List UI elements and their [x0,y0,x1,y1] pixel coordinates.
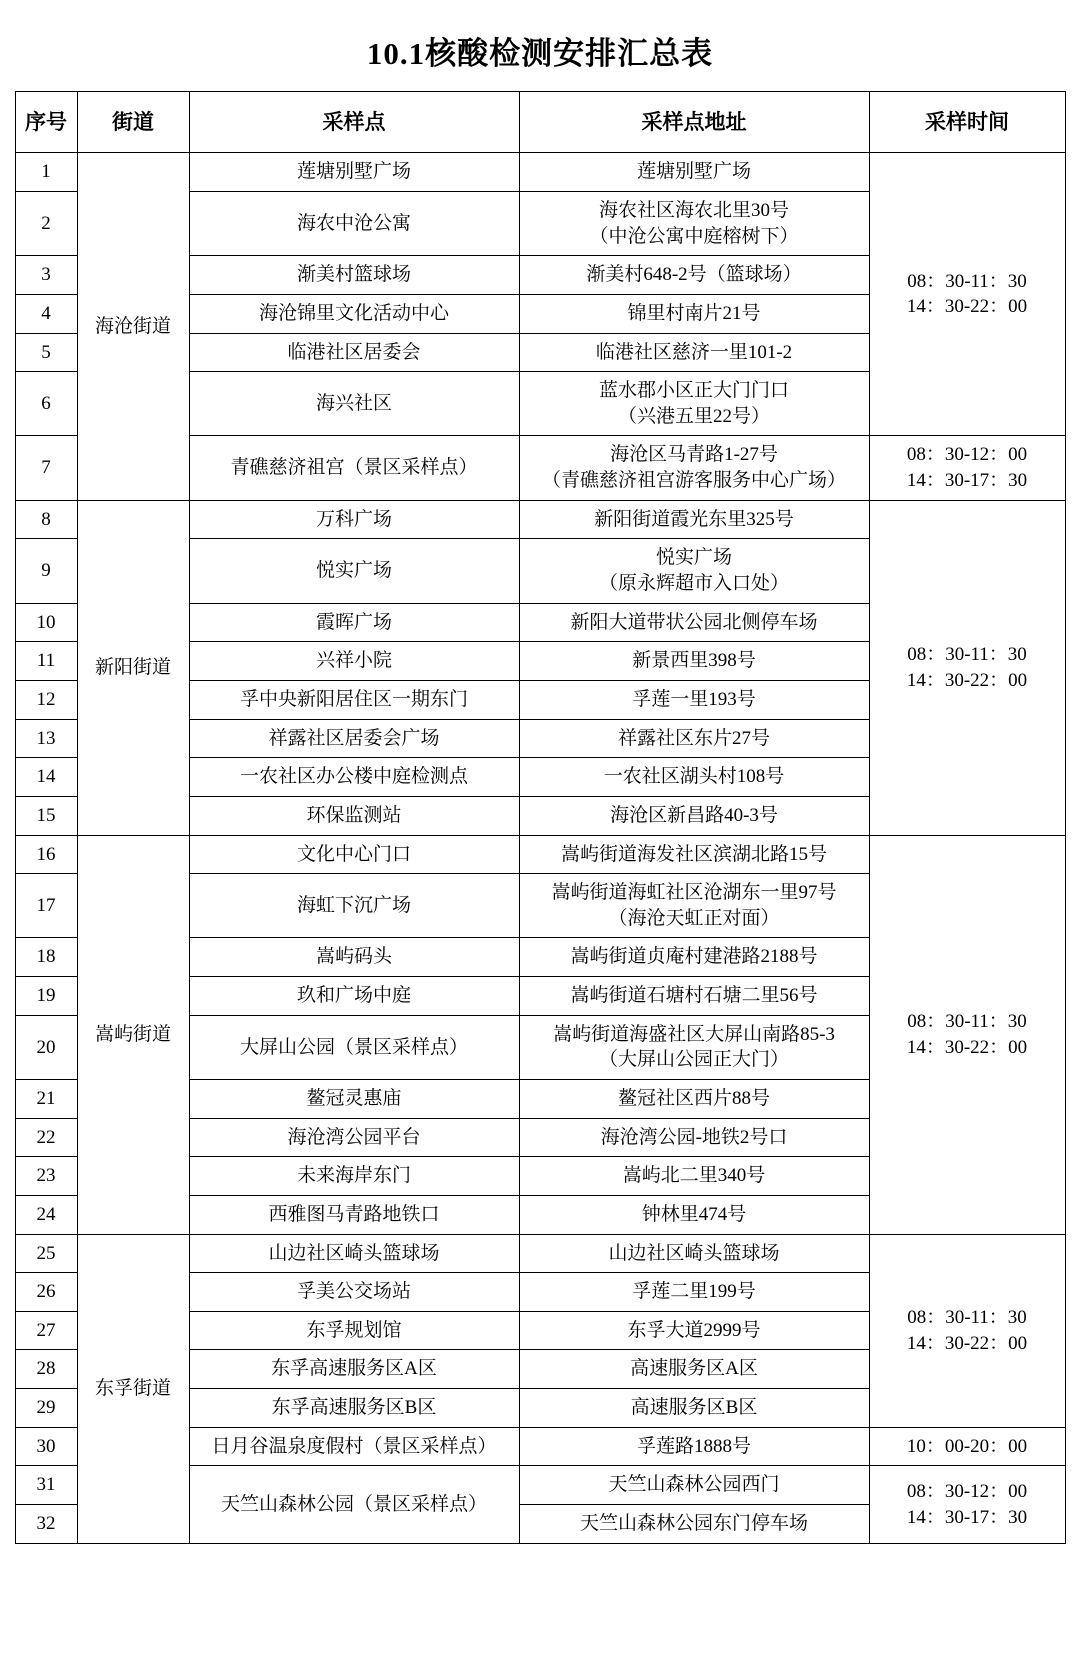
cell-address: 蓝水郡小区正大门门口 （兴港五里22号） [519,372,869,436]
cell-site: 东孚规划馆 [189,1311,519,1350]
cell-index: 2 [15,191,77,255]
cell-address: 莲塘别墅广场 [519,153,869,192]
cell-site: 嵩屿码头 [189,938,519,977]
cell-address: 嵩屿街道海盛社区大屏山南路85-3 （大屏山公园正大门） [519,1015,869,1079]
cell-address: 天竺山森林公园东门停车场 [519,1505,869,1544]
cell-index: 12 [15,680,77,719]
table-row [15,1234,1065,1273]
cell-index: 3 [15,256,77,295]
cell-index: 23 [15,1157,77,1196]
cell-index: 7 [15,436,77,500]
cell-site: 未来海岸东门 [189,1157,519,1196]
cell-index: 24 [15,1195,77,1234]
cell-address: 嵩屿街道贞庵村建港路2188号 [519,938,869,977]
cell-time: 08：30-11：30 14：30-22：00 [869,835,1065,1234]
cell-site: 莲塘别墅广场 [189,153,519,192]
cell-address: 渐美村648-2号（篮球场） [519,256,869,295]
cell-address: 一农社区湖头村108号 [519,758,869,797]
cell-address: 海沧区马青路1-27号 （青礁慈济祖宫游客服务中心广场） [519,436,869,500]
cell-index: 26 [15,1273,77,1312]
cell-index: 1 [15,153,77,192]
cell-site: 玖和广场中庭 [189,977,519,1016]
cell-address: 孚莲一里193号 [519,680,869,719]
cell-index: 9 [15,539,77,603]
page-title: 10.1核酸检测安排汇总表 [366,36,714,71]
table-row [15,500,1065,539]
cell-address: 海沧湾公园-地铁2号口 [519,1118,869,1157]
cell-address: 高速服务区A区 [519,1350,869,1389]
cell-address: 孚莲二里199号 [519,1273,869,1312]
cell-address: 高速服务区B区 [519,1389,869,1428]
cell-site: 孚中央新阳居住区一期东门 [189,680,519,719]
cell-time: 10：00-20：00 [869,1427,1065,1466]
testing-schedule-table [15,91,1066,1544]
cell-site: 山边社区崎头篮球场 [189,1234,519,1273]
cell-index: 20 [15,1015,77,1079]
cell-index: 4 [15,294,77,333]
cell-time: 08：30-11：30 14：30-22：00 [869,1234,1065,1427]
cell-address: 嵩屿街道海发社区滨湖北路15号 [519,835,869,874]
header-index: 序号 [15,92,77,153]
cell-site: 兴祥小院 [189,642,519,681]
header-time: 采样时间 [869,92,1065,153]
cell-site: 万科广场 [189,500,519,539]
cell-address: 海农社区海农北里30号 （中沧公寓中庭榕树下） [519,191,869,255]
cell-address: 新阳街道霞光东里325号 [519,500,869,539]
cell-site: 日月谷温泉度假村（景区采样点） [189,1427,519,1466]
cell-site: 临港社区居委会 [189,333,519,372]
cell-address: 嵩屿街道石塘村石塘二里56号 [519,977,869,1016]
cell-site: 一农社区办公楼中庭检测点 [189,758,519,797]
cell-index: 29 [15,1389,77,1428]
cell-address: 新景西里398号 [519,642,869,681]
cell-street: 嵩屿街道 [77,835,189,1234]
cell-index: 8 [15,500,77,539]
cell-address: 嵩屿北二里340号 [519,1157,869,1196]
cell-site: 祥露社区居委会广场 [189,719,519,758]
cell-site: 霞晖广场 [189,603,519,642]
cell-index: 15 [15,796,77,835]
cell-address: 锦里村南片21号 [519,294,869,333]
cell-index: 31 [15,1466,77,1505]
cell-index: 32 [15,1505,77,1544]
cell-address: 祥露社区东片27号 [519,719,869,758]
cell-site: 文化中心门口 [189,835,519,874]
cell-index: 28 [15,1350,77,1389]
cell-site: 悦实广场 [189,539,519,603]
cell-site: 大屏山公园（景区采样点） [189,1015,519,1079]
cell-index: 18 [15,938,77,977]
cell-index: 17 [15,874,77,938]
cell-time: 08：30-11：30 14：30-22：00 [869,500,1065,835]
cell-index: 14 [15,758,77,797]
cell-address: 天竺山森林公园西门 [519,1466,869,1505]
cell-time: 08：30-12：00 14：30-17：30 [869,436,1065,500]
cell-address: 悦实广场 （原永辉超市入口处） [519,539,869,603]
cell-index: 30 [15,1427,77,1466]
cell-index: 11 [15,642,77,681]
cell-address: 鳌冠社区西片88号 [519,1080,869,1119]
table-row [15,835,1065,874]
cell-index: 19 [15,977,77,1016]
cell-site: 海农中沧公寓 [189,191,519,255]
cell-index: 13 [15,719,77,758]
cell-address: 海沧区新昌路40-3号 [519,796,869,835]
cell-site: 海兴社区 [189,372,519,436]
cell-index: 6 [15,372,77,436]
cell-index: 10 [15,603,77,642]
cell-time: 08：30-12：00 14：30-17：30 [869,1466,1065,1543]
cell-site: 西雅图马青路地铁口 [189,1195,519,1234]
header-address: 采样点地址 [519,92,869,153]
cell-index: 25 [15,1234,77,1273]
cell-site: 鳌冠灵惠庙 [189,1080,519,1119]
cell-address: 孚莲路1888号 [519,1427,869,1466]
cell-address: 东孚大道2999号 [519,1311,869,1350]
cell-site: 东孚高速服务区A区 [189,1350,519,1389]
cell-address: 临港社区慈济一里101-2 [519,333,869,372]
cell-site: 东孚高速服务区B区 [189,1389,519,1428]
table-body [15,153,1065,1543]
cell-street: 海沧街道 [77,153,189,500]
cell-index: 5 [15,333,77,372]
cell-site: 孚美公交场站 [189,1273,519,1312]
cell-index: 22 [15,1118,77,1157]
header-site: 采样点 [189,92,519,153]
cell-address: 新阳大道带状公园北侧停车场 [519,603,869,642]
cell-time: 08：30-11：30 14：30-22：00 [869,153,1065,436]
cell-site: 海沧锦里文化活动中心 [189,294,519,333]
table-header-row [15,92,1065,153]
cell-site: 天竺山森林公园（景区采样点） [189,1466,519,1543]
cell-site: 渐美村篮球场 [189,256,519,295]
cell-index: 21 [15,1080,77,1119]
header-street: 街道 [77,92,189,153]
cell-street: 东孚街道 [77,1234,189,1543]
cell-site: 海沧湾公园平台 [189,1118,519,1157]
table-row [15,153,1065,192]
cell-site: 环保监测站 [189,796,519,835]
cell-address: 钟林里474号 [519,1195,869,1234]
cell-index: 16 [15,835,77,874]
cell-address: 山边社区崎头篮球场 [519,1234,869,1273]
cell-index: 27 [15,1311,77,1350]
cell-address: 嵩屿街道海虹社区沧湖东一里97号 （海沧天虹正对面） [519,874,869,938]
cell-street: 新阳街道 [77,500,189,835]
cell-site: 海虹下沉广场 [189,874,519,938]
cell-site: 青礁慈济祖宫（景区采样点） [189,436,519,500]
